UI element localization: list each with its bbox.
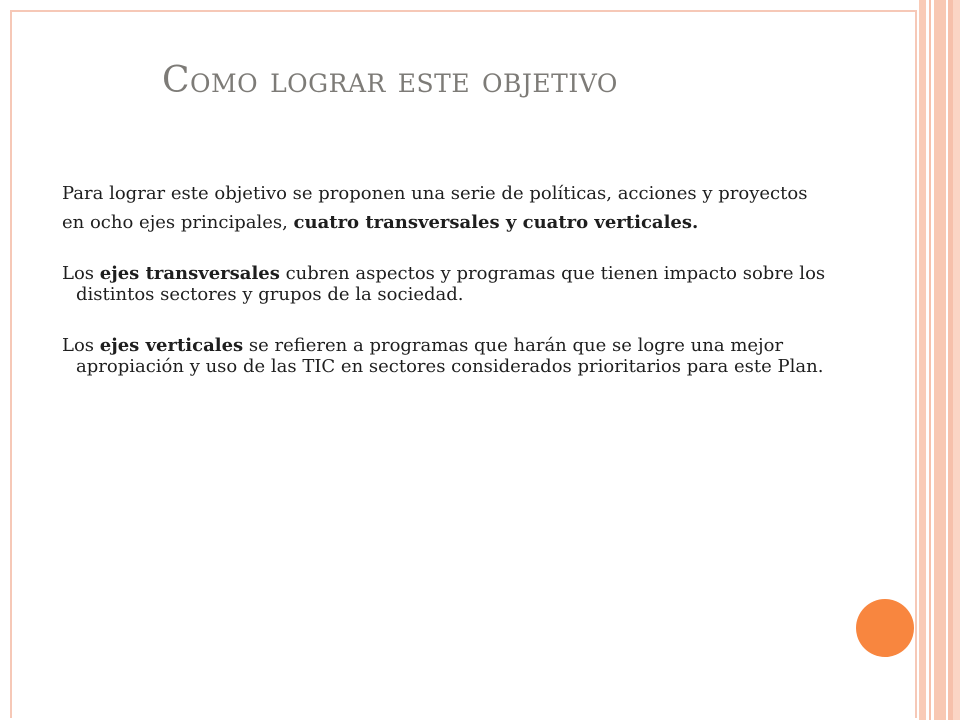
paragraph-axes-bold: cuatro transversales y cuatro verticales.: [293, 212, 699, 233]
paragraph-intro-text: Para lograr este objetivo se proponen una serie de políticas, acciones y proyectos: [62, 183, 808, 204]
paragraph-transversal-post: cubren aspectos y programas que tienen impacto sobre los distintos sectores y grupos de la sociedad.: [76, 263, 826, 305]
decorative-stripe: [953, 0, 960, 720]
paragraph-vertical-post: se refieren a programas que harán que se logre una mejor apropiación y uso de las TIC en sectores considerados prioritarios para este Plan.: [76, 335, 824, 377]
slide-title: Como lograr este objetivo: [162, 60, 618, 101]
paragraph-transversal-bold: ejes transversales: [99, 263, 280, 284]
paragraph-intro: [62, 183, 842, 204]
decorative-circle: [856, 599, 914, 657]
decorative-stripe: [934, 0, 946, 720]
paragraph-vertical-pre: Los: [62, 335, 100, 356]
paragraph-transversal-pre: Los: [62, 263, 100, 284]
paragraph-vertical-bold: ejes verticales: [99, 335, 244, 356]
decorative-stripe: [919, 0, 926, 720]
paragraph-axes-text: en ocho ejes principales,: [62, 212, 294, 233]
slide-body: [62, 183, 842, 377]
paragraph-transversal: [62, 263, 842, 305]
paragraph-axes: [62, 212, 842, 233]
paragraph-vertical: [62, 335, 842, 377]
